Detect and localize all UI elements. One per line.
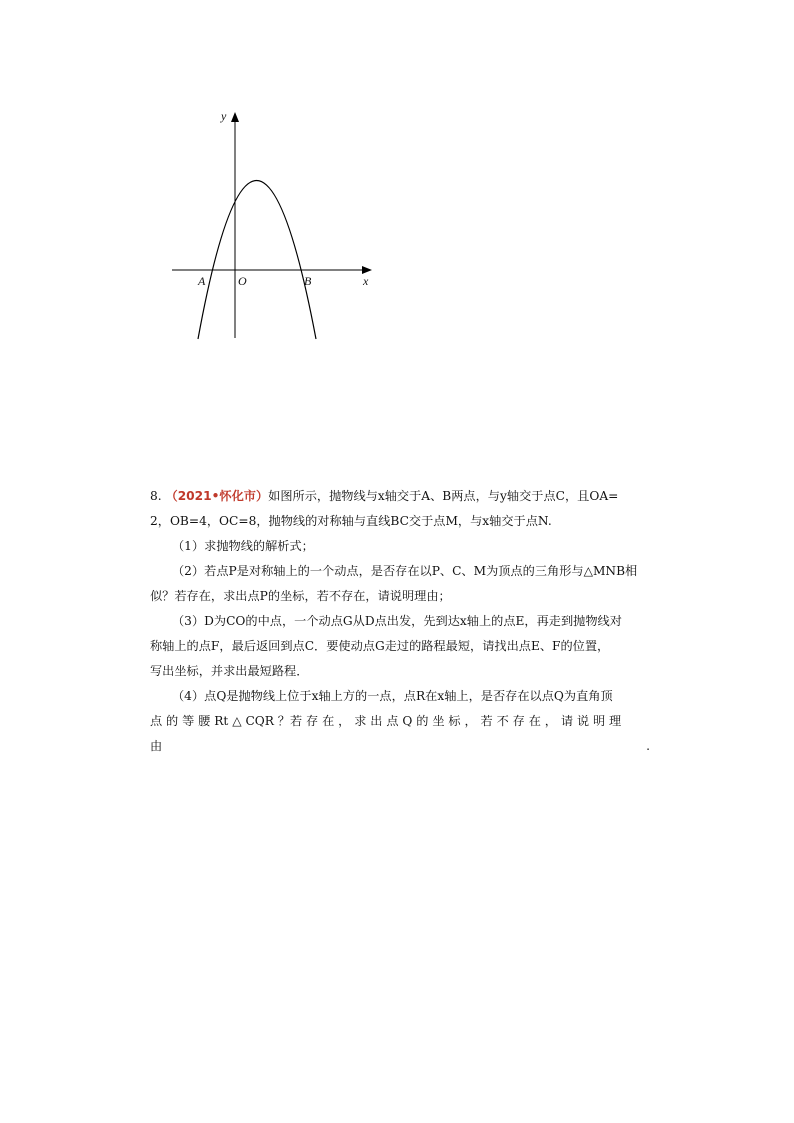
problem-block	[150, 484, 650, 759]
problem-stem-line-2: 2，OB=4，OC=8，抛物线的对称轴与直线BC交于点M，与x轴交于点N.	[150, 514, 552, 528]
question-2-line-2: 似？若存在，求出点P的坐标，若不存在，请说明理由；	[150, 589, 451, 603]
point-b-label: B	[304, 274, 312, 288]
problem-number: 8.	[150, 489, 162, 503]
y-axis-label: y	[221, 109, 227, 123]
problem-stem-text-1: 如图所示，抛物线与x轴交于A、B两点，与y轴交于点C，且OA=	[268, 489, 619, 503]
x-axis-label: x	[363, 274, 369, 288]
question-3-line-3: 写出坐标，并求出最短路程．	[150, 664, 309, 678]
question-2-line-1: （2）若点P是对称轴上的一个动点，是否存在以P、C、M为顶点的三角形与△MNB相	[172, 564, 638, 578]
problem-source: （2021•怀化市）	[165, 489, 269, 503]
question-3-line-2: 称轴上的点F，最后返回到点C．要使动点G走过的路程最短，请找出点E、F的位置，	[150, 639, 610, 653]
question-4-line-3-end: .	[646, 739, 650, 753]
point-a-label: A	[198, 274, 206, 288]
parabola-curve	[198, 181, 316, 340]
problem-stem-line-1	[150, 484, 650, 509]
parabola-figure	[166, 104, 382, 344]
question-4-line-2: 点 的 等 腰 Rt △ CQR ？若 存 在 ， 求 出 点 Q 的 坐 标 ， 若 不 存 在 ， 请 说 明 理	[150, 714, 622, 728]
origin-label: O	[238, 274, 247, 288]
y-axis-arrow-icon	[231, 112, 239, 122]
parabola-diagram	[166, 104, 382, 344]
question-3-line-1: （3）D为CO的中点，一个动点G从D点出发，先到达x轴上的点E，再走到抛物线对	[172, 614, 622, 628]
x-axis-arrow-icon	[362, 266, 372, 274]
question-4-line-1: （4）点Q是抛物线上位于x轴上方的一点，点R在x轴上，是否存在以点Q为直角顶	[172, 689, 613, 703]
question-4-line-3-start: 由	[150, 739, 163, 753]
question-4-line-3	[150, 734, 650, 759]
question-1: （1）求抛物线的解析式；	[172, 539, 314, 553]
